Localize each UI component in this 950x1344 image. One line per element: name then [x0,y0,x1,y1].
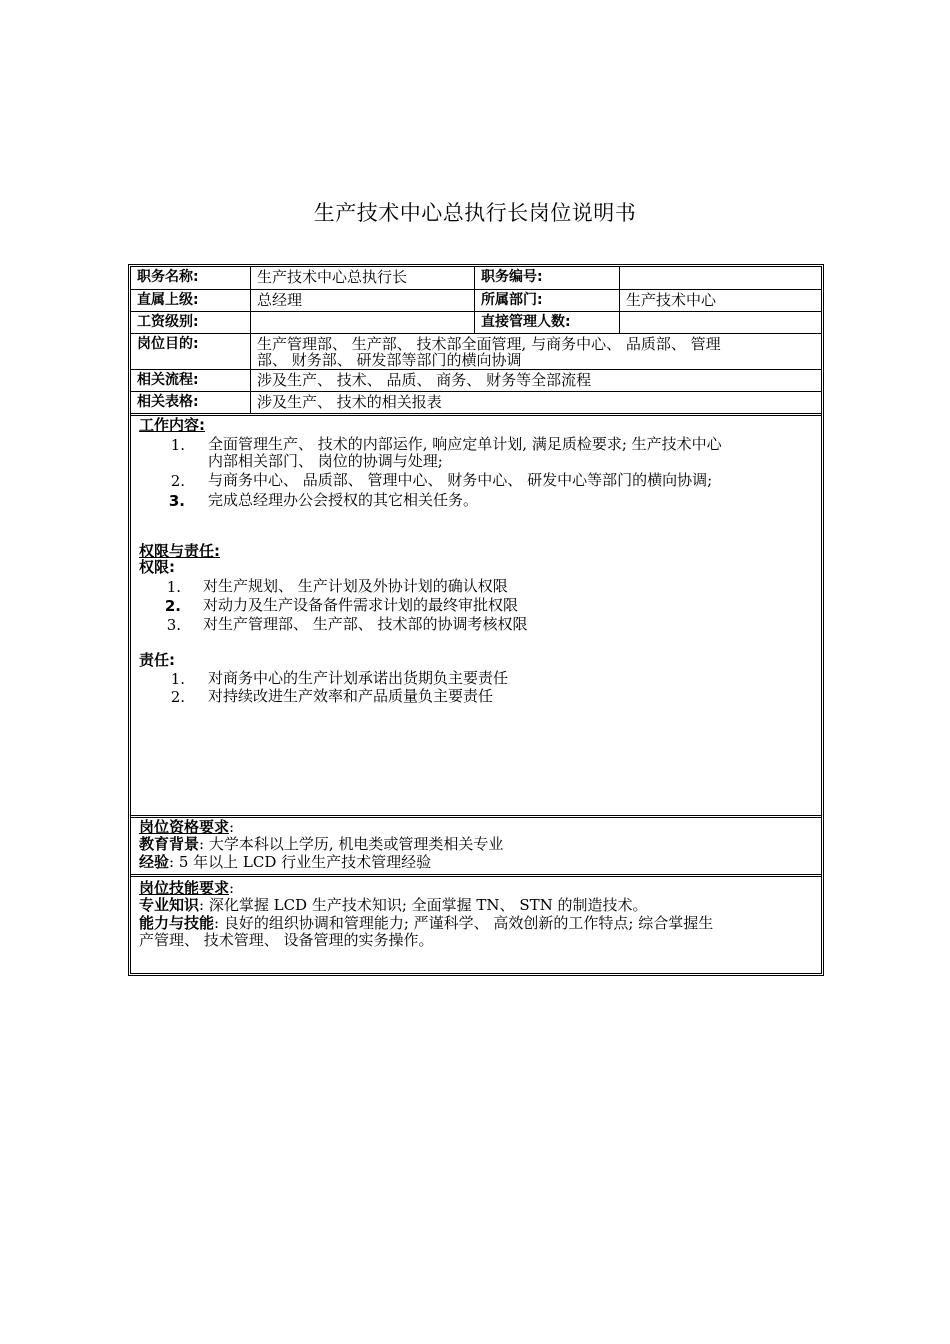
forms-label: 相关表格: [131,392,251,414]
education-row [139,836,503,853]
work-item-3-text: 完成总经理办公会授权的其它相关任务。 [208,491,479,509]
supervisor-value: 总经理 [251,290,475,312]
work-item-1-line-2: 内部相关部门、 岗位的协调与处理; [208,452,443,470]
purpose-line-2: 部、 财务部、 研发部等部门的横向协调 [257,351,522,369]
authority-item-3-text: 对生产管理部、 生产部、 技术部的协调考核权限 [203,615,528,633]
purpose-line-1: 生产管理部、 生产部、 技术部全面管理, 与商务中心、 品质部、 管理 [257,335,721,353]
page-title: 生产技术中心总执行长岗位说明书 [313,201,637,225]
salary-label: 工资级别: [131,312,251,334]
work-item-1-line-1: 全面管理生产、 技术的内部运作, 响应定单计划, 满足质检要求; 生产技术中心 [208,435,722,453]
experience-label: 经验 [139,853,170,871]
purpose-label: 岗位目的: [131,334,251,370]
knowledge-value: : 深化掌握 LCD 生产技术知识; 全面掌握 TN、 STN 的制造技术。 [199,896,648,914]
salary-value [251,312,475,334]
job-name-label: 职务名称: [131,267,251,290]
section-divider [131,413,821,416]
education-value: : 大学本科以上学历, 机电类或管理类相关专业 [199,835,504,853]
work-item-2-num: 2. [170,472,185,490]
ability-line-1: : 良好的组织协调和管理能力; 严谨科学、 高效创新的工作特点; 综合掌握生 [214,914,714,932]
authority-item-3-num: 3. [166,616,181,634]
purpose-value [251,334,821,370]
responsibility-heading: 责任: [139,651,175,669]
experience-value: : 5 年以上 LCD 行业生产技术管理经验 [169,853,432,871]
work-heading: 工作内容: [139,416,206,434]
responsibility-item-1-num: 1. [170,670,185,688]
authority-item-2-num: 2. [164,597,181,615]
responsibility-item-2-text: 对持续改进生产效率和产品质量负主要责任 [208,687,494,705]
authority-item-1-text: 对生产规划、 生产计划及外协计划的确认权限 [203,577,508,595]
work-item-1-num: 1. [170,436,185,454]
authority-item-2-text: 对动力及生产设备备件需求计划的最终审批权限 [203,596,519,614]
responsibility-item-2-num: 2. [170,688,185,706]
job-name-value: 生产技术中心总执行长 [251,267,475,290]
process-label: 相关流程: [131,370,251,392]
work-item-3-num: 3. [168,492,185,510]
ability-line-2: 产管理、 技术管理、 设备管理的实务操作。 [139,931,434,949]
job-no-label: 职务编号: [475,267,620,290]
process-value: 涉及生产、 技术、 品质、 商务、 财务等全部流程 [251,370,821,392]
job-no-value [620,267,821,290]
authority-sub-heading: 权限: [139,558,175,576]
experience-row [139,854,431,871]
job-description-form [128,264,824,976]
ability-label: 能力与技能 [139,914,215,932]
qualification-heading: 岗位资格要求: [139,818,235,836]
dept-value: 生产技术中心 [620,290,821,312]
authority-heading: 权限与责任: [139,542,220,560]
authority-item-1-num: 1. [166,578,181,596]
work-item-2-text: 与商务中心、 品质部、 管理中心、 财务中心、 研发中心等部门的横向协调; [208,471,713,489]
knowledge-row [139,897,648,914]
forms-value: 涉及生产、 技术的相关报表 [257,393,442,411]
section-divider [131,874,821,877]
reports-value [620,312,821,334]
supervisor-label: 直属上级: [131,290,251,312]
skills-heading: 岗位技能要求: [139,879,235,897]
knowledge-label: 专业知识 [139,896,200,914]
responsibility-item-1-text: 对商务中心的生产计划承诺出货期负主要责任 [208,669,509,687]
education-label: 教育背景 [139,835,200,853]
dept-label: 所属部门: [475,290,620,312]
section-divider [131,815,821,818]
ability-row [139,915,713,932]
reports-label: 直接管理人数: [475,312,620,334]
